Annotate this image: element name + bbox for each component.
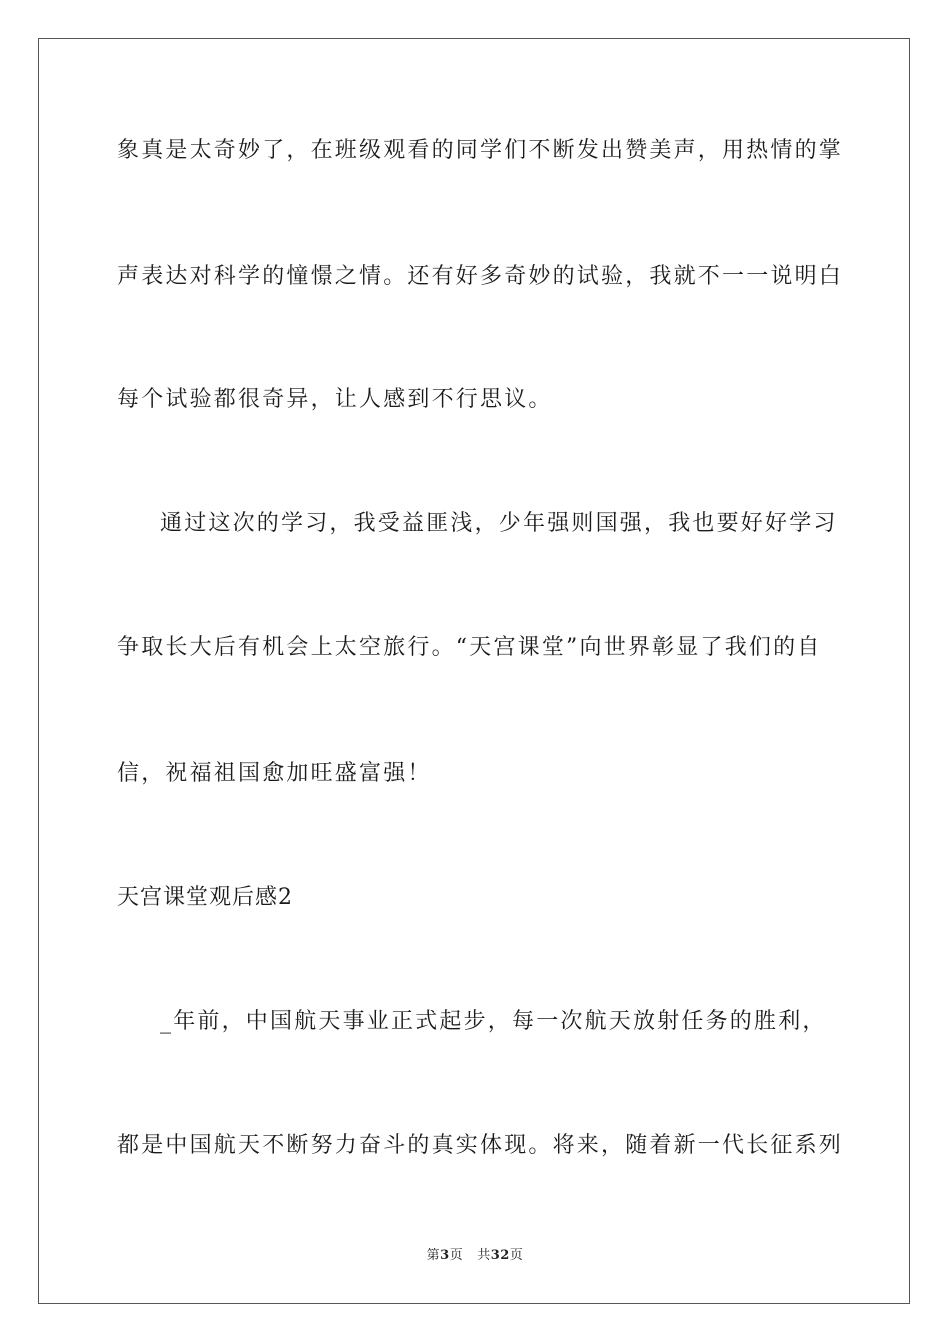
body-line-2: 声表达对科学的憧憬之情。还有好多奇妙的试验，我就不一一说明白	[117, 264, 844, 289]
page-frame	[38, 38, 910, 1304]
section-heading: 天宫课堂观后感2	[117, 885, 293, 910]
footer-page-total: 32	[490, 1248, 510, 1263]
body-line-3: 每个试验都很奇异，让人感到不行思议。	[117, 387, 553, 412]
footer-total-prefix: 共	[477, 1248, 491, 1263]
footer-page-prefix: 第	[426, 1248, 441, 1263]
page-footer	[0, 1247, 950, 1265]
footer-page-suffix: 页	[449, 1248, 464, 1263]
footer-page-current: 3	[440, 1248, 450, 1263]
body-line-7: _年前，中国航天事业正式起步，每一次航天放射任务的胜利，	[160, 1009, 827, 1034]
body-line-1: 象真是太奇妙了，在班级观看的同学们不断发出赞美声，用热情的掌	[117, 138, 844, 163]
body-line-8: 都是中国航天不断努力奋斗的真实体现。将来，随着新一代长征系列	[117, 1133, 844, 1158]
footer-total-suffix: 页	[509, 1248, 524, 1263]
body-line-4: 通过这次的学习，我受益匪浅，少年强则国强，我也要好好学习	[160, 511, 838, 536]
body-line-5: 争取长大后有机会上太空旅行。“天宫课堂”向世界彰显了我们的自	[117, 635, 822, 660]
body-line-6: 信，祝福祖国愈加旺盛富强！	[117, 761, 432, 786]
